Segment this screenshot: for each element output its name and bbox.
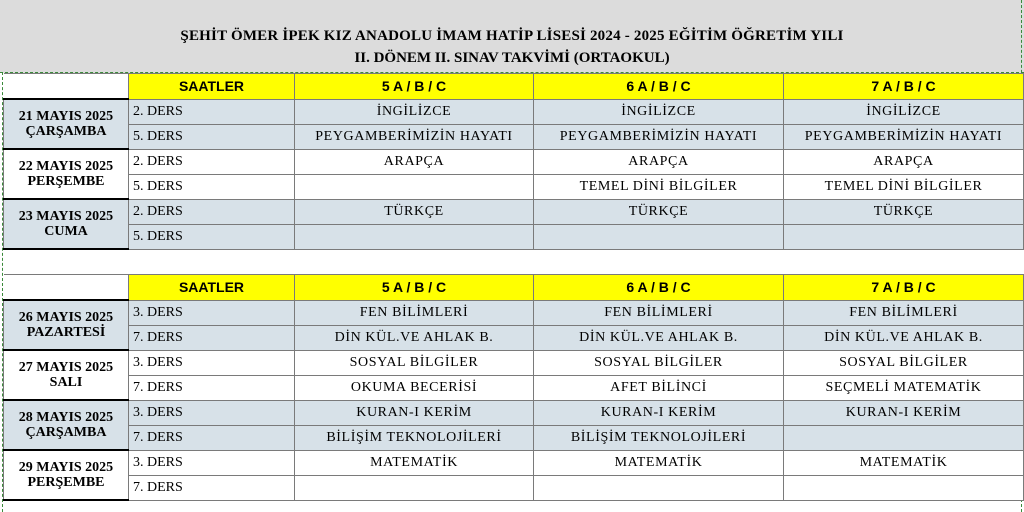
subject-cell: SEÇMELİ MATEMATİK <box>784 375 1024 400</box>
period-cell: 5. DERS <box>129 224 295 249</box>
exam-day: PERŞEMBE <box>27 174 105 189</box>
exam-day: SALI <box>49 375 83 390</box>
subject-cell: SOSYAL BİLGİLER <box>784 350 1024 375</box>
exam-date: 28 MAYIS 2025 <box>18 410 114 425</box>
table-row <box>4 99 1024 124</box>
subject-cell: SOSYAL BİLGİLER <box>534 350 784 375</box>
subject-cell: KURAN-I KERİM <box>295 400 534 425</box>
header-blank <box>4 74 129 100</box>
period-cell: 3. DERS <box>129 350 295 375</box>
date-cell <box>4 199 129 249</box>
table-row <box>4 174 1024 199</box>
title-area <box>0 0 1024 73</box>
date-cell <box>4 350 129 400</box>
subject-cell: PEYGAMBERİMİZİN HAYATI <box>784 124 1024 149</box>
subject-cell: DİN KÜL.VE AHLAK B. <box>534 325 784 350</box>
period-cell: 3. DERS <box>129 400 295 425</box>
subject-cell: FEN BİLİMLERİ <box>784 300 1024 325</box>
subject-cell: MATEMATİK <box>784 450 1024 475</box>
subject-cell: TEMEL DİNİ BİLGİLER <box>534 174 784 199</box>
subject-cell <box>295 475 534 500</box>
subject-cell: FEN BİLİMLERİ <box>534 300 784 325</box>
subject-cell: TEMEL DİNİ BİLGİLER <box>784 174 1024 199</box>
header-col2: 6 A / B / C <box>534 74 784 100</box>
date-cell <box>4 99 129 149</box>
period-cell: 7. DERS <box>129 425 295 450</box>
header-col2: 6 A / B / C <box>534 275 784 301</box>
exam-table <box>3 73 1024 501</box>
subject-cell <box>784 475 1024 500</box>
exam-date: 21 MAYIS 2025 <box>18 109 114 124</box>
exam-day: PERŞEMBE <box>27 475 105 490</box>
page-subtitle: II. DÖNEM II. SINAV TAKVİMİ (ORTAOKUL) <box>354 50 670 66</box>
header-col3: 7 A / B / C <box>784 74 1024 100</box>
subject-cell: İNGİLİZCE <box>784 99 1024 124</box>
period-cell: 7. DERS <box>129 475 295 500</box>
subject-cell: ARAPÇA <box>534 149 784 174</box>
subject-cell: KURAN-I KERİM <box>534 400 784 425</box>
exam-date: 22 MAYIS 2025 <box>18 159 114 174</box>
spacer-cell <box>129 249 295 275</box>
subject-cell <box>784 224 1024 249</box>
page-title: ŞEHİT ÖMER İPEK KIZ ANADOLU İMAM HATİP LİSESİ 2024 - 2025 EĞİTİM ÖĞRETİM YILI <box>180 28 844 44</box>
subject-cell: İNGİLİZCE <box>534 99 784 124</box>
exam-date: 26 MAYIS 2025 <box>18 310 114 325</box>
exam-date: 23 MAYIS 2025 <box>18 209 114 224</box>
exam-day: PAZARTESİ <box>26 325 106 340</box>
period-cell: 5. DERS <box>129 124 295 149</box>
period-cell: 7. DERS <box>129 375 295 400</box>
subject-cell: DİN KÜL.VE AHLAK B. <box>784 325 1024 350</box>
period-cell: 7. DERS <box>129 325 295 350</box>
header-row <box>4 74 1024 100</box>
spacer-cell <box>295 249 534 275</box>
subject-cell: TÜRKÇE <box>784 199 1024 224</box>
date-cell <box>4 450 129 500</box>
subject-cell: FEN BİLİMLERİ <box>295 300 534 325</box>
table-row <box>4 224 1024 249</box>
table-row <box>4 475 1024 500</box>
exam-date: 27 MAYIS 2025 <box>18 360 114 375</box>
period-cell: 5. DERS <box>129 174 295 199</box>
subject-cell <box>295 224 534 249</box>
spacer-cell <box>784 249 1024 275</box>
period-cell: 2. DERS <box>129 199 295 224</box>
subject-cell: OKUMA BECERİSİ <box>295 375 534 400</box>
table-row <box>4 450 1024 475</box>
table-row <box>4 375 1024 400</box>
subject-cell: MATEMATİK <box>295 450 534 475</box>
subject-cell: BİLİŞİM TEKNOLOJİLERİ <box>534 425 784 450</box>
exam-day: ÇARŞAMBA <box>25 124 107 139</box>
header-hours: SAATLER <box>129 275 295 301</box>
header-blank <box>4 275 129 301</box>
exam-day: CUMA <box>44 224 88 239</box>
header-col1: 5 A / B / C <box>295 74 534 100</box>
subject-cell: BİLİŞİM TEKNOLOJİLERİ <box>295 425 534 450</box>
spacer-cell <box>534 249 784 275</box>
table-row <box>4 350 1024 375</box>
table-row <box>4 199 1024 224</box>
header-col1: 5 A / B / C <box>295 275 534 301</box>
subject-cell: DİN KÜL.VE AHLAK B. <box>295 325 534 350</box>
exam-date: 29 MAYIS 2025 <box>18 460 114 475</box>
subject-cell <box>295 174 534 199</box>
table-row <box>4 124 1024 149</box>
spacer-cell <box>4 249 129 275</box>
subject-cell: ARAPÇA <box>295 149 534 174</box>
table-row <box>4 325 1024 350</box>
table-row <box>4 300 1024 325</box>
subject-cell <box>534 224 784 249</box>
subject-cell: PEYGAMBERİMİZİN HAYATI <box>295 124 534 149</box>
exam-day: ÇARŞAMBA <box>25 425 107 440</box>
table-row <box>4 400 1024 425</box>
subject-cell: İNGİLİZCE <box>295 99 534 124</box>
period-cell: 3. DERS <box>129 300 295 325</box>
table-row <box>4 149 1024 174</box>
date-cell <box>4 400 129 450</box>
subject-cell: TÜRKÇE <box>295 199 534 224</box>
period-cell: 3. DERS <box>129 450 295 475</box>
subject-cell: MATEMATİK <box>534 450 784 475</box>
date-cell <box>4 300 129 350</box>
subject-cell: TÜRKÇE <box>534 199 784 224</box>
period-cell: 2. DERS <box>129 99 295 124</box>
spacer-row <box>4 249 1024 275</box>
date-cell <box>4 149 129 199</box>
subject-cell: AFET BİLİNCİ <box>534 375 784 400</box>
table-row <box>4 425 1024 450</box>
subject-cell: PEYGAMBERİMİZİN HAYATI <box>534 124 784 149</box>
header-hours: SAATLER <box>129 74 295 100</box>
subject-cell: ARAPÇA <box>784 149 1024 174</box>
subject-cell: KURAN-I KERİM <box>784 400 1024 425</box>
header-col3: 7 A / B / C <box>784 275 1024 301</box>
period-cell: 2. DERS <box>129 149 295 174</box>
subject-cell <box>784 425 1024 450</box>
header-row <box>4 275 1024 301</box>
subject-cell: SOSYAL BİLGİLER <box>295 350 534 375</box>
subject-cell <box>534 475 784 500</box>
